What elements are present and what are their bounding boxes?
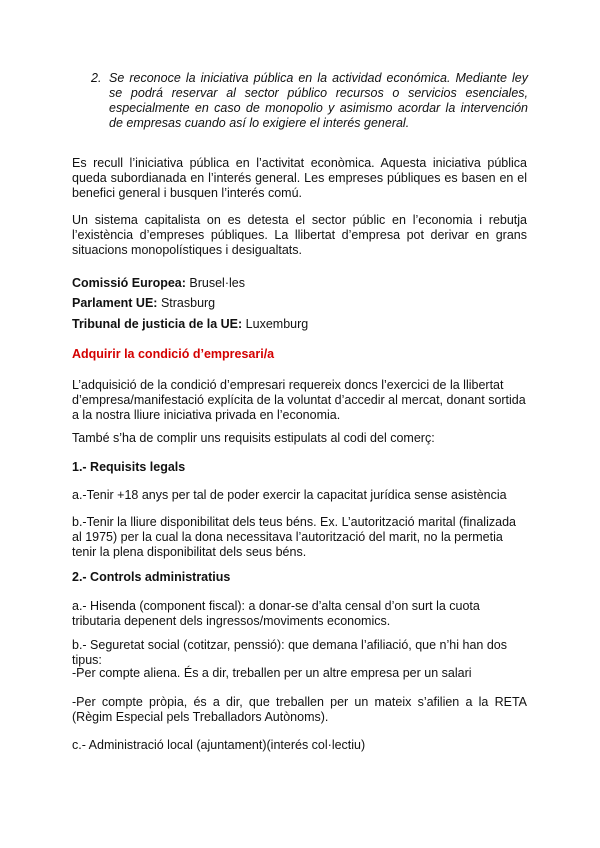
paragraph-public-initiative: Es recull l’iniciativa pública en l’activitat econòmica. Aquesta iniciativa pública queda subordianada en l’interés general. Les empreses públiques es basen en el benefici general i busquen l’interés comú. [72, 156, 527, 200]
institution-label: Comissió Europea: [72, 276, 186, 290]
requirement-b: b.-Tenir la lliure disponibilitat dels teus béns. Ex. L’autorització marital (finalizada al 1975) per la cual la dona necessitava l’autorització del marit, no la permetia tenir la plena disponibilitat dels seus béns. [72, 515, 516, 559]
paragraph-requirements-intro: També s’ha de complir uns requisits estipulats al codi del comerç: [72, 431, 435, 445]
requirement-a: a.-Tenir +18 anys per tal de poder exercir la capacitat jurídica sense asistència [72, 488, 507, 502]
list-number: 2. [91, 71, 102, 85]
institution-label: Tribunal de justicia de la UE: [72, 317, 243, 331]
quoted-article [91, 71, 528, 131]
institution-value: Luxemburg [245, 317, 309, 331]
institution-row [72, 276, 527, 291]
control-b-item: -Per compte aliena. És a dir, treballen per un altre empresa per un salari [72, 666, 472, 680]
subheading-administrative-controls: 2.- Controls administratius [72, 570, 231, 584]
control-c: c.- Administració local (ajuntament)(interés col·lectiu) [72, 738, 366, 752]
institution-row [72, 296, 527, 311]
paragraph-intro: L’adquisició de la condició d’empresari requereix doncs l’exercici de la llibertat d’empresa/manifestació explícita de la voluntat d’accedir al mercat, donant sortida a la nostra lliure iniciativa privada en l’economia. [72, 378, 526, 422]
institution-value: Brusel·les [189, 276, 245, 290]
section-heading: Adquirir la condició d’empresari/a [72, 347, 275, 361]
institution-label: Parlament UE: [72, 296, 158, 310]
quoted-article-text: Se reconoce la iniciativa pública en la actividad económica. Mediante ley se podrá reservar al sector público recursos o servicios esenciales, especialmente en caso de monopolio y asimismo acordar la intervención de empresas cuando así lo exigiere el interés general. [109, 71, 528, 130]
control-b-item: -Per compte pròpia, és a dir, que treballen per un mateix s’afilien a la RETA (Règim Especial pels Treballadors Autònoms). [72, 695, 527, 724]
control-a: a.- Hisenda (component fiscal): a donar-se d’alta censal d’on surt la cuota tributaria depenent dels ingressos/moviments economics. [72, 599, 480, 628]
institution-row [72, 317, 527, 332]
paragraph-capitalist-system: Un sistema capitalista on es detesta el sector públic en l’economia i rebutja l’existència d’empreses públiques. La llibertat d’empresa pot derivar en grans situacions monopolístiques i desigualtats. [72, 213, 527, 257]
control-b: b.- Seguretat social (cotitzar, penssió): que demana l’afiliació, que n’hi han dos tipus: [72, 638, 507, 667]
institution-value: Strasburg [160, 296, 216, 310]
subheading-legal-requirements: 1.- Requisits legals [72, 460, 186, 474]
